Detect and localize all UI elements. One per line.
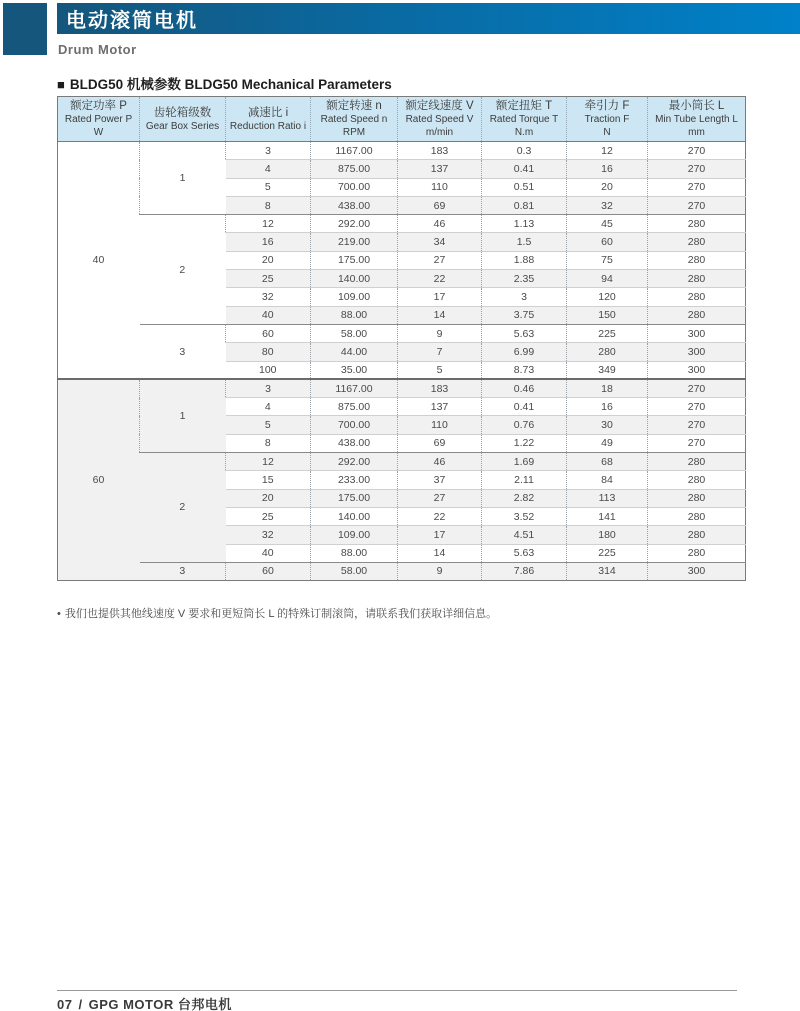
rated-speed-cell: 140.00 <box>311 270 398 288</box>
section-title <box>57 73 392 93</box>
rated-power-cell: 40 <box>58 142 140 380</box>
table-row <box>58 379 746 397</box>
tube-length-cell: 280 <box>648 489 746 507</box>
column-header-traction: 牵引力 F Traction F N <box>567 97 648 142</box>
gear-series-cell: 1 <box>140 142 226 215</box>
reduction-ratio-cell: 40 <box>226 544 311 562</box>
rated-speed-cell: 438.00 <box>311 196 398 214</box>
column-header-gear-box-series: 齿轮箱级数 Gear Box Series <box>140 97 226 142</box>
column-header-min-tube-length: 最小筒长 L Min Tube Length L mm <box>648 97 746 142</box>
rated-torque-cell: 0.46 <box>482 379 567 397</box>
tube-length-cell: 270 <box>648 142 746 160</box>
reduction-ratio-cell: 60 <box>226 324 311 342</box>
reduction-ratio-cell: 4 <box>226 160 311 178</box>
linear-speed-cell: 27 <box>398 251 482 269</box>
rated-speed-cell: 875.00 <box>311 160 398 178</box>
rated-torque-cell: 8.73 <box>482 361 567 379</box>
tube-length-cell: 270 <box>648 379 746 397</box>
rated-torque-cell: 2.82 <box>482 489 567 507</box>
brand-accent-square <box>3 3 47 55</box>
parameters-table <box>57 96 746 581</box>
reduction-ratio-cell: 15 <box>226 471 311 489</box>
rated-torque-cell: 6.99 <box>482 343 567 361</box>
rated-torque-cell: 2.11 <box>482 471 567 489</box>
footnote <box>57 605 497 621</box>
tube-length-cell: 270 <box>648 196 746 214</box>
linear-speed-cell: 27 <box>398 489 482 507</box>
page-number: 07 <box>57 997 73 1011</box>
traction-cell: 16 <box>567 160 648 178</box>
linear-speed-cell: 9 <box>398 562 482 580</box>
footer-divider <box>57 990 737 991</box>
tube-length-cell: 280 <box>648 233 746 251</box>
tube-length-cell: 280 <box>648 270 746 288</box>
rated-torque-cell: 4.51 <box>482 526 567 544</box>
reduction-ratio-cell: 5 <box>226 416 311 434</box>
reduction-ratio-cell: 8 <box>226 434 311 452</box>
reduction-ratio-cell: 40 <box>226 306 311 324</box>
section-title-text: BLDG50 机械参数 BLDG50 Mechanical Parameters <box>69 77 392 92</box>
reduction-ratio-cell: 3 <box>226 142 311 160</box>
traction-cell: 280 <box>567 343 648 361</box>
tube-length-cell: 280 <box>648 251 746 269</box>
reduction-ratio-cell: 5 <box>226 178 311 196</box>
rated-speed-cell: 1167.00 <box>311 379 398 397</box>
linear-speed-cell: 137 <box>398 160 482 178</box>
rated-speed-cell: 438.00 <box>311 434 398 452</box>
table-row <box>58 324 746 342</box>
column-header-linear-speed: 额定线速度 V Rated Speed V m/min <box>398 97 482 142</box>
rated-torque-cell: 1.88 <box>482 251 567 269</box>
tube-length-cell: 270 <box>648 178 746 196</box>
traction-cell: 18 <box>567 379 648 397</box>
traction-cell: 84 <box>567 471 648 489</box>
rated-speed-cell: 58.00 <box>311 562 398 580</box>
linear-speed-cell: 7 <box>398 343 482 361</box>
rated-torque-cell: 2.35 <box>482 270 567 288</box>
rated-speed-cell: 700.00 <box>311 178 398 196</box>
linear-speed-cell: 110 <box>398 178 482 196</box>
traction-cell: 30 <box>567 416 648 434</box>
column-header-reduction-ratio: 减速比 i Reduction Ratio i <box>226 97 311 142</box>
rated-torque-cell: 1.69 <box>482 453 567 471</box>
rated-torque-cell: 1.5 <box>482 233 567 251</box>
reduction-ratio-cell: 3 <box>226 379 311 397</box>
reduction-ratio-cell: 12 <box>226 453 311 471</box>
table-row <box>58 215 746 233</box>
tube-length-cell: 280 <box>648 526 746 544</box>
linear-speed-cell: 110 <box>398 416 482 434</box>
rated-torque-cell: 0.41 <box>482 160 567 178</box>
traction-cell: 113 <box>567 489 648 507</box>
column-header-rated-power: 额定功率 P Rated Power P W <box>58 97 140 142</box>
rated-torque-cell: 1.13 <box>482 215 567 233</box>
rated-torque-cell: 0.41 <box>482 398 567 416</box>
linear-speed-cell: 34 <box>398 233 482 251</box>
tube-length-cell: 280 <box>648 453 746 471</box>
rated-speed-cell: 292.00 <box>311 453 398 471</box>
tube-length-cell: 300 <box>648 324 746 342</box>
linear-speed-cell: 14 <box>398 306 482 324</box>
tube-length-cell: 270 <box>648 416 746 434</box>
linear-speed-cell: 5 <box>398 361 482 379</box>
table-header-row <box>58 97 746 142</box>
traction-cell: 32 <box>567 196 648 214</box>
linear-speed-cell: 46 <box>398 453 482 471</box>
reduction-ratio-cell: 8 <box>226 196 311 214</box>
rated-speed-cell: 44.00 <box>311 343 398 361</box>
traction-cell: 75 <box>567 251 648 269</box>
traction-cell: 225 <box>567 544 648 562</box>
traction-cell: 141 <box>567 507 648 525</box>
tube-length-cell: 280 <box>648 507 746 525</box>
rated-torque-cell: 3.52 <box>482 507 567 525</box>
rated-speed-cell: 140.00 <box>311 507 398 525</box>
traction-cell: 120 <box>567 288 648 306</box>
tube-length-cell: 300 <box>648 361 746 379</box>
rated-speed-cell: 88.00 <box>311 306 398 324</box>
gear-series-cell: 2 <box>140 215 226 325</box>
traction-cell: 16 <box>567 398 648 416</box>
traction-cell: 68 <box>567 453 648 471</box>
traction-cell: 60 <box>567 233 648 251</box>
tube-length-cell: 280 <box>648 471 746 489</box>
section-bullet-icon: ■ <box>57 77 65 92</box>
reduction-ratio-cell: 20 <box>226 251 311 269</box>
rated-power-cell: 60 <box>58 379 140 580</box>
rated-speed-cell: 1167.00 <box>311 142 398 160</box>
linear-speed-cell: 137 <box>398 398 482 416</box>
rated-torque-cell: 5.63 <box>482 324 567 342</box>
traction-cell: 225 <box>567 324 648 342</box>
linear-speed-cell: 22 <box>398 507 482 525</box>
column-header-rated-speed: 额定转速 n Rated Speed n RPM <box>311 97 398 142</box>
reduction-ratio-cell: 60 <box>226 562 311 580</box>
linear-speed-cell: 17 <box>398 288 482 306</box>
traction-cell: 20 <box>567 178 648 196</box>
table-header <box>58 97 746 142</box>
rated-speed-cell: 109.00 <box>311 288 398 306</box>
rated-torque-cell: 5.63 <box>482 544 567 562</box>
tube-length-cell: 280 <box>648 306 746 324</box>
gear-series-cell: 2 <box>140 453 226 563</box>
tube-length-cell: 300 <box>648 562 746 580</box>
footer-brand: GPG MOTOR 台邦电机 <box>88 997 232 1011</box>
rated-speed-cell: 875.00 <box>311 398 398 416</box>
column-header-rated-torque: 额定扭矩 T Rated Torque T N.m <box>482 97 567 142</box>
traction-cell: 49 <box>567 434 648 452</box>
reduction-ratio-cell: 20 <box>226 489 311 507</box>
rated-speed-cell: 35.00 <box>311 361 398 379</box>
gear-series-cell: 1 <box>140 379 226 452</box>
rated-speed-cell: 58.00 <box>311 324 398 342</box>
traction-cell: 180 <box>567 526 648 544</box>
traction-cell: 150 <box>567 306 648 324</box>
rated-torque-cell: 3.75 <box>482 306 567 324</box>
rated-torque-cell: 3 <box>482 288 567 306</box>
tube-length-cell: 270 <box>648 434 746 452</box>
tube-length-cell: 300 <box>648 343 746 361</box>
reduction-ratio-cell: 4 <box>226 398 311 416</box>
table-row <box>58 562 746 580</box>
table-row <box>58 453 746 471</box>
page-subtitle: Drum Motor <box>58 42 137 57</box>
tube-length-cell: 280 <box>648 215 746 233</box>
title-bar <box>57 3 800 34</box>
tube-length-cell: 280 <box>648 288 746 306</box>
rated-torque-cell: 0.51 <box>482 178 567 196</box>
traction-cell: 314 <box>567 562 648 580</box>
linear-speed-cell: 9 <box>398 324 482 342</box>
linear-speed-cell: 69 <box>398 434 482 452</box>
rated-torque-cell: 1.22 <box>482 434 567 452</box>
reduction-ratio-cell: 25 <box>226 270 311 288</box>
rated-speed-cell: 88.00 <box>311 544 398 562</box>
tube-length-cell: 280 <box>648 544 746 562</box>
rated-speed-cell: 219.00 <box>311 233 398 251</box>
page-footer <box>57 994 232 1011</box>
table-row <box>58 142 746 160</box>
table-body <box>58 142 746 581</box>
reduction-ratio-cell: 32 <box>226 288 311 306</box>
linear-speed-cell: 14 <box>398 544 482 562</box>
rated-speed-cell: 175.00 <box>311 251 398 269</box>
linear-speed-cell: 37 <box>398 471 482 489</box>
rated-speed-cell: 292.00 <box>311 215 398 233</box>
rated-speed-cell: 109.00 <box>311 526 398 544</box>
rated-speed-cell: 175.00 <box>311 489 398 507</box>
traction-cell: 12 <box>567 142 648 160</box>
reduction-ratio-cell: 80 <box>226 343 311 361</box>
footnote-text: 我们也提供其他线速度 V 要求和更短筒长 L 的特殊订制滚筒，请联系我们获取详细信息。 <box>64 608 498 620</box>
rated-torque-cell: 0.76 <box>482 416 567 434</box>
rated-torque-cell: 0.3 <box>482 142 567 160</box>
traction-cell: 349 <box>567 361 648 379</box>
reduction-ratio-cell: 100 <box>226 361 311 379</box>
page-title: 电动滚筒电机 <box>66 10 198 32</box>
linear-speed-cell: 183 <box>398 379 482 397</box>
footer-separator: / <box>78 997 83 1011</box>
linear-speed-cell: 46 <box>398 215 482 233</box>
reduction-ratio-cell: 16 <box>226 233 311 251</box>
rated-torque-cell: 0.81 <box>482 196 567 214</box>
rated-speed-cell: 700.00 <box>311 416 398 434</box>
rated-torque-cell: 7.86 <box>482 562 567 580</box>
linear-speed-cell: 22 <box>398 270 482 288</box>
gear-series-cell: 3 <box>140 324 226 379</box>
tube-length-cell: 270 <box>648 160 746 178</box>
footnote-bullet-icon: • <box>57 608 61 620</box>
linear-speed-cell: 69 <box>398 196 482 214</box>
gear-series-cell: 3 <box>140 562 226 580</box>
rated-speed-cell: 233.00 <box>311 471 398 489</box>
linear-speed-cell: 183 <box>398 142 482 160</box>
traction-cell: 45 <box>567 215 648 233</box>
reduction-ratio-cell: 25 <box>226 507 311 525</box>
reduction-ratio-cell: 12 <box>226 215 311 233</box>
tube-length-cell: 270 <box>648 398 746 416</box>
linear-speed-cell: 17 <box>398 526 482 544</box>
traction-cell: 94 <box>567 270 648 288</box>
reduction-ratio-cell: 32 <box>226 526 311 544</box>
